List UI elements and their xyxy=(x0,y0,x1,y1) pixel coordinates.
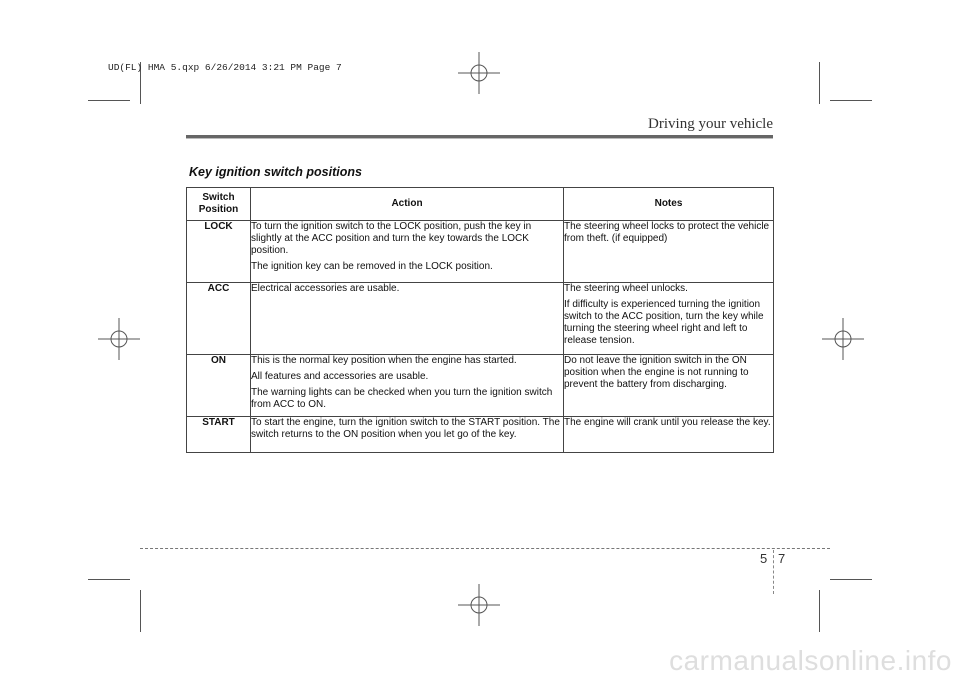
action-text: The warning lights can be checked when you turn the ignition switch from ACC to ON. xyxy=(251,387,553,410)
notes-cell xyxy=(564,417,774,453)
notes-text: The engine will crank until you release the key. xyxy=(564,417,771,428)
table-row xyxy=(187,283,774,355)
crop-mark xyxy=(819,62,820,104)
registration-mark-icon xyxy=(458,584,500,626)
action-text: To start the engine, turn the ignition switch to the START position. The switch returns to the ON position when you let go of the key. xyxy=(251,417,560,440)
notes-text: The steering wheel unlocks. xyxy=(564,283,688,294)
page-divider xyxy=(773,550,774,594)
notes-text: The steering wheel locks to protect the vehicle from theft. (if equipped) xyxy=(564,221,770,244)
position-cell: LOCK xyxy=(187,221,251,283)
action-cell xyxy=(251,221,564,283)
action-text: The ignition key can be removed in the LOCK position. xyxy=(251,261,493,272)
table-row xyxy=(187,417,774,453)
registration-mark-icon xyxy=(98,318,140,360)
notes-text: If difficulty is experienced turning the ignition switch to the ACC position, turn the key while turning the steering wheel right and left to release tension. xyxy=(564,299,764,346)
action-cell xyxy=(251,417,564,453)
chapter-number: 5 xyxy=(760,551,768,566)
action-text: To turn the ignition switch to the LOCK position, push the key in slightly at the ACC position and turn the key towards the LOCK position. xyxy=(251,221,532,256)
crop-mark xyxy=(140,590,141,632)
table-row xyxy=(187,221,774,283)
position-cell: ACC xyxy=(187,283,251,355)
action-text: All features and accessories are usable. xyxy=(251,371,429,382)
page-number: 7 xyxy=(778,551,786,566)
crop-mark xyxy=(830,579,872,580)
crop-mark xyxy=(88,100,130,101)
action-cell xyxy=(251,283,564,355)
notes-cell xyxy=(564,283,774,355)
position-cell: ON xyxy=(187,355,251,417)
footer-dashed-rule xyxy=(140,548,830,549)
crop-mark xyxy=(830,100,872,101)
watermark: carmanualsonline.info xyxy=(669,645,952,676)
section-title: Driving your vehicle xyxy=(648,116,773,132)
column-header-position xyxy=(187,188,251,221)
notes-text: Do not leave the ignition switch in the ON position when the engine is not running to prevent the battery from discharging. xyxy=(564,355,749,390)
registration-mark-icon xyxy=(458,52,500,94)
position-cell: START xyxy=(187,417,251,453)
table-row xyxy=(187,355,774,417)
crop-mark xyxy=(88,579,130,580)
action-text: This is the normal key position when the engine has started. xyxy=(251,355,517,366)
registration-mark-icon xyxy=(822,318,864,360)
action-cell xyxy=(251,355,564,417)
notes-cell xyxy=(564,221,774,283)
column-header-position-line: Position xyxy=(198,204,239,215)
action-text: Electrical accessories are usable. xyxy=(251,283,400,294)
crop-mark xyxy=(819,590,820,632)
notes-cell xyxy=(564,355,774,417)
table-header-row xyxy=(187,188,774,221)
table-heading: Key ignition switch positions xyxy=(189,165,362,179)
ignition-positions-table xyxy=(186,187,774,453)
print-slug: UD(FL) HMA 5.qxp 6/26/2014 3:21 PM Page 7 xyxy=(108,62,342,73)
column-header-notes: Notes xyxy=(564,188,774,221)
column-header-action: Action xyxy=(251,188,564,221)
column-header-position-line: Switch xyxy=(202,192,235,203)
header-rule-shadow xyxy=(186,138,773,139)
